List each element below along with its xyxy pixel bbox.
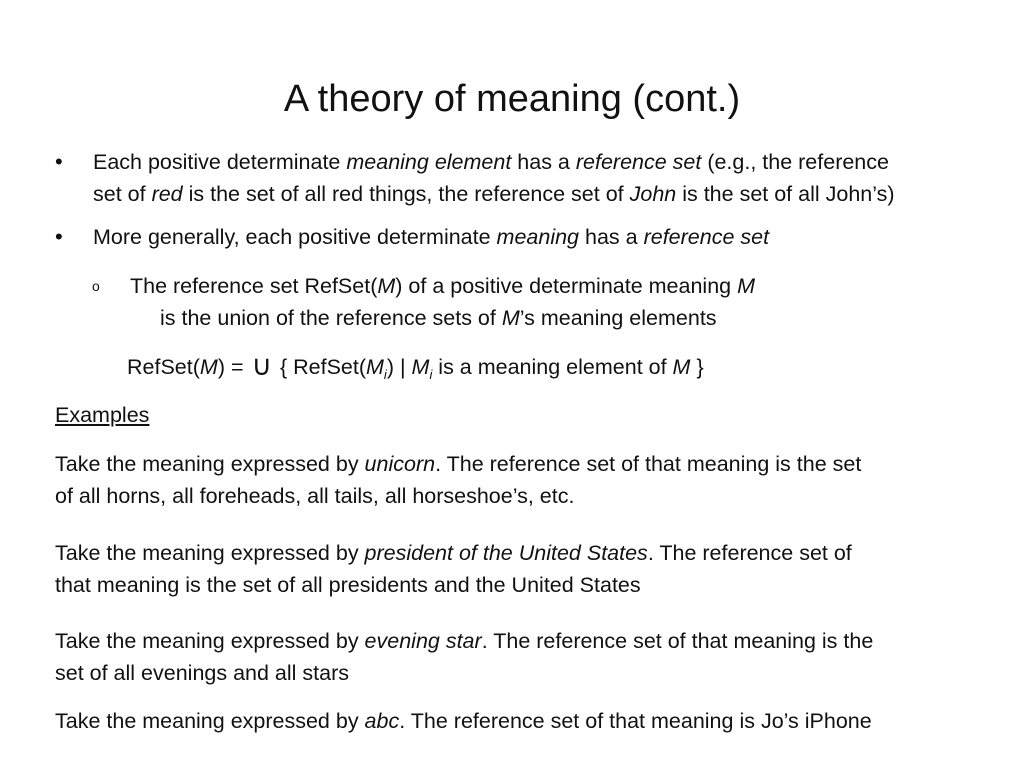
italic-term: meaning element [346, 150, 512, 174]
sub-bullet-line [130, 270, 755, 302]
example-unicorn [55, 448, 861, 512]
text-run: RefSet( [127, 355, 200, 379]
example-line: that meaning is the set of all presidents and the United States [55, 573, 641, 597]
text-run: . The reference set of that meaning is the set [435, 452, 862, 476]
text-run: is the union of the reference sets of [160, 306, 502, 330]
examples-heading: Examples [55, 403, 150, 427]
text-run: is the set of all John’s) [676, 182, 895, 206]
italic-term: red [151, 182, 183, 206]
text-run: ’s meaning elements [519, 306, 717, 330]
union-symbol: ∪ [251, 350, 272, 381]
text-run: More generally, each positive determinate [93, 225, 497, 249]
bullet-item-reference-set [93, 146, 895, 210]
italic-term: meaning [496, 225, 580, 249]
text-run: has a [579, 225, 644, 249]
example-abc [55, 705, 872, 737]
example-line: set of all evenings and all stars [55, 661, 349, 685]
italic-term: unicorn [364, 452, 436, 476]
bullet-mark: • [55, 149, 63, 174]
example-line: of all horns, all foreheads, all tails, all horseshoe’s, etc. [55, 484, 575, 508]
bullet-line [93, 221, 769, 253]
italic-term: M [411, 355, 430, 379]
italic-term: abc [364, 709, 400, 733]
example-line [55, 537, 852, 569]
example-line [55, 705, 872, 737]
italic-term: president of the United States [364, 541, 648, 565]
text-run: Take the meaning expressed by [55, 629, 365, 653]
sub-bullet-mark: o [92, 278, 100, 294]
text-run: ) = [217, 355, 250, 379]
example-line [55, 448, 861, 480]
example-line [55, 625, 873, 657]
text-run: } [690, 355, 704, 379]
italic-term: John [629, 182, 677, 206]
text-run: is the set of all red things, the reference set of [182, 182, 630, 206]
subscript: i [383, 367, 387, 382]
text-run: { RefSet( [273, 355, 366, 379]
italic-term: reference set [575, 150, 702, 174]
italic-term: M [366, 355, 384, 379]
text-run: (e.g., the reference [701, 150, 889, 174]
slide-title: A theory of meaning (cont.) [283, 78, 741, 120]
text-run: is a meaning element of [432, 355, 673, 379]
text-run: Take the meaning expressed by [55, 541, 365, 565]
refset-formula [127, 351, 704, 391]
subscript: i [429, 367, 433, 382]
text-run: . The reference set of that meaning is Jo’s iPhone [399, 709, 872, 733]
italic-term: evening star [364, 629, 482, 653]
text-run: . The reference set of that meaning is the [481, 629, 874, 653]
text-run: ) of a positive determinate meaning [395, 274, 738, 298]
text-run: has a [511, 150, 576, 174]
sub-bullet-line [130, 302, 755, 334]
text-run: Each positive determinate [93, 150, 347, 174]
text-run: . The reference set of [647, 541, 852, 565]
text-run: ) | [386, 355, 412, 379]
italic-term: M [501, 306, 520, 330]
text-run: set of [93, 182, 152, 206]
example-evening-star [55, 625, 873, 689]
text-run: The reference set RefSet( [130, 274, 378, 298]
italic-term: M [737, 274, 756, 298]
example-president [55, 537, 852, 601]
italic-term: M [377, 274, 396, 298]
text-run: Take the meaning expressed by [55, 709, 365, 733]
bullet-line [93, 146, 895, 178]
text-run: Take the meaning expressed by [55, 452, 365, 476]
italic-term: reference set [643, 225, 770, 249]
bullet-line [93, 178, 895, 210]
bullet-mark: • [55, 224, 63, 249]
italic-term: M [199, 355, 218, 379]
sub-bullet-refset [130, 270, 755, 334]
italic-term: M [672, 355, 691, 379]
bullet-item-general [93, 221, 769, 253]
